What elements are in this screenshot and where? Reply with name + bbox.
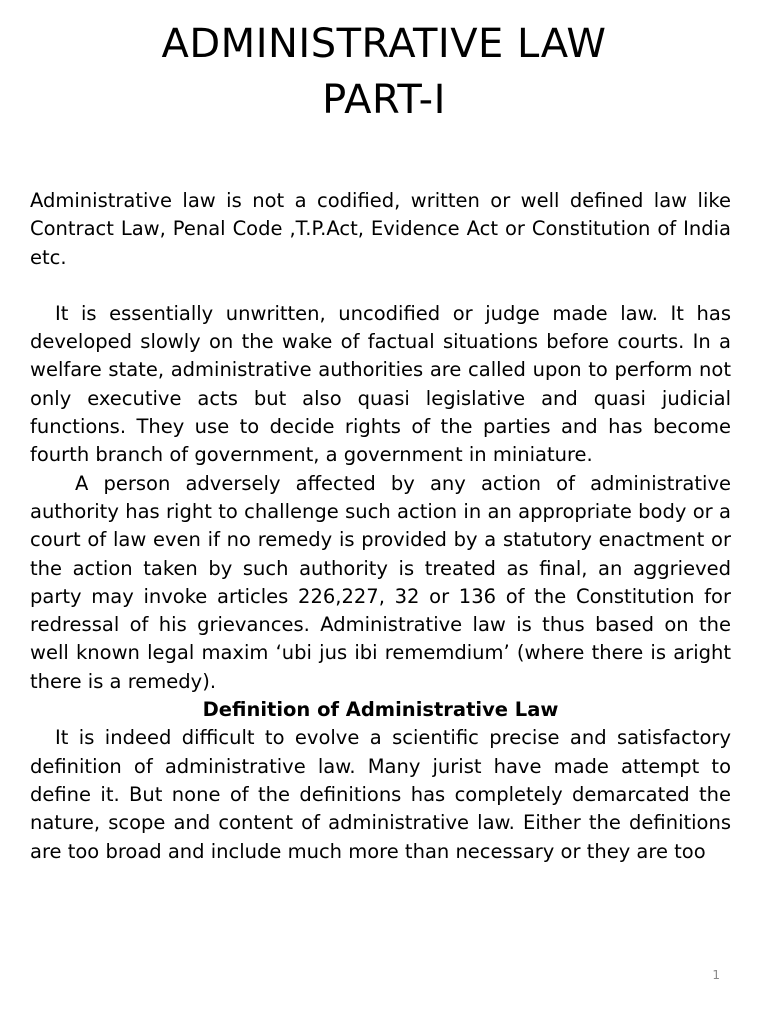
title-line-1: ADMINISTRATIVE LAW: [161, 21, 607, 67]
paragraph-unwritten-law: It is essentially unwritten, uncodified or judge made law. It has developed slowly on the wake of factual situations before courts. In a welfare state, administrative authorities are called upon to perform not only executive acts but also quasi legislative and quasi judicial functions. They use to decide rights of the parties and has become fourth branch of government, a government in miniature.: [30, 301, 731, 467]
paragraph-remedy: A person adversely affected by any action of administrative authority has right to challenge such action in an appropriate body or a court of law even if no remedy is provided by a statutory enactment or the action taken by such authority is treated as final, an aggrieved party may invoke articles 226,227, 32 or 136 of the Constitution for redressal of his grievances. Administrative law is thus based on the well known legal maxim ‘ubi jus ibi rememdium’ (where there is aright there is a remedy).: [30, 471, 731, 693]
page-title: [0, 16, 768, 128]
section-heading: Definition of Administrative Law: [202, 698, 559, 722]
paragraph-intro: Administrative law is not a codified, written or well defined law like Contract Law, Penal Code ,T.P.Act, Evidence Act or Constitution of India etc.: [30, 189, 731, 269]
page-number: 1: [712, 968, 720, 982]
paragraph-definition: It is indeed difficult to evolve a scientific precise and satisfactory definition of administrative law. Many jurist have made attempt to define it. But none of the definitions has completely demarcated the nature, scope and content of administrative law. Either the definitions are too broad and include much more than necessary or they are too: [30, 726, 731, 863]
document-body: [30, 187, 731, 866]
title-line-2: PART-I: [322, 77, 446, 123]
